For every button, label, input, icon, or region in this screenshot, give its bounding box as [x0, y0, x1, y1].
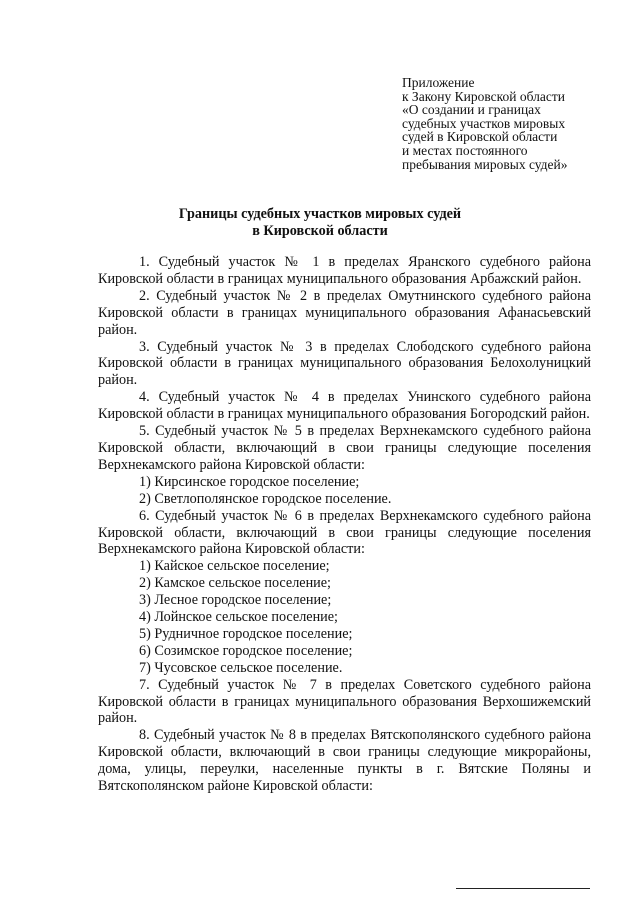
section-paragraph: 3. Судебный участок № 3 в пределах Слободского судебного района Кировской области в границах муниципального образования Белохолуницкий район.: [98, 338, 591, 389]
settlement-list: [98, 474, 591, 508]
section-paragraph: 5. Судебный участок № 5 в пределах Верхнекамского судебного района Кировской области, включающий в свои границы следующие поселения Верхнекамского района Кировской области:: [98, 423, 591, 473]
appendix-line: Приложение: [402, 75, 475, 90]
settlement-list: [98, 558, 591, 676]
list-item: 1) Кирсинское городское поселение;: [139, 473, 360, 490]
appendix-line: судебных участков мировых: [402, 115, 566, 131]
list-item: 1) Кайское сельское поселение;: [139, 558, 330, 575]
footer-rule: [456, 888, 590, 889]
list-item: 5) Рудничное городское поселение;: [139, 625, 353, 642]
appendix-line: «О создании и границах: [402, 102, 541, 118]
appendix-line: пребывания мировых судей»: [402, 156, 568, 172]
section-paragraph: 8. Судебный участок № 8 в пределах Вятскополянского судебного района Кировской области, включающий в свои границы следующие микрорайоны, дома, улицы, переулки, населенные пункты в г. Вятские Поляны и Вятскополянском районе Кировской области:: [98, 727, 591, 795]
title-line: в Кировской области: [252, 223, 388, 239]
list-item: 2) Камское сельское поселение;: [139, 575, 332, 592]
section-paragraph: 4. Судебный участок № 4 в пределах Унинского судебного района Кировской области в границах муниципального образования Богородский район.: [98, 389, 591, 423]
list-item: 7) Чусовское сельское поселение.: [139, 659, 343, 676]
document-title: [98, 206, 542, 240]
section-paragraph: 6. Судебный участок № 6 в пределах Верхнекамского судебного района Кировской области, включающий в свои границы следующие поселения Верхнекамского района Кировской области:: [98, 507, 591, 558]
section-paragraph: 1. Судебный участок № 1 в пределах Яранского судебного района Кировской области в границах муниципального образования Арбажский район.: [98, 254, 591, 287]
list-item: 2) Светлополянское городское поселение.: [139, 490, 392, 507]
section-paragraph: 7. Судебный участок № 7 в пределах Советского судебного района Кировской области в границах муниципального образования Верхошижемский район.: [98, 676, 591, 727]
appendix-line: к Закону Кировской области: [402, 88, 566, 104]
section-paragraph: 2. Судебный участок № 2 в пределах Омутнинского судебного района Кировской области в границах муниципального образования Афанасьевский район.: [98, 287, 591, 338]
list-item: 4) Лойнское сельское поселение;: [139, 609, 338, 626]
appendix-line: и местах постоянного: [402, 142, 528, 158]
appendix-line: судей в Кировской области: [402, 129, 558, 145]
list-item: 3) Лесное городское поселение;: [139, 592, 332, 609]
document-body: [98, 254, 591, 795]
appendix-note: [402, 76, 622, 171]
list-item: 6) Созимское городское поселение;: [139, 642, 353, 659]
title-line: Границы судебных участков мировых судей: [178, 206, 462, 222]
